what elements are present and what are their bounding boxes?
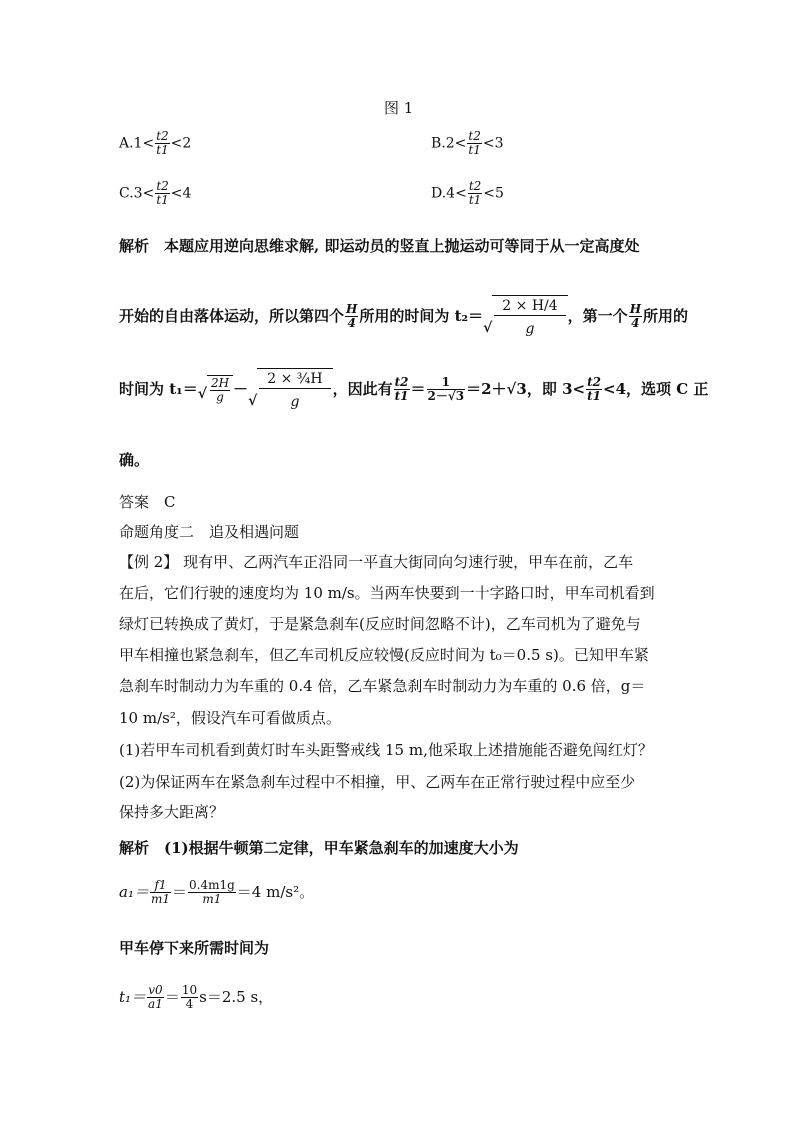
frac-4: 4 [345,316,358,330]
a1-frac2 [188,879,236,906]
a1-equation [119,870,314,914]
value-num: 1 [441,374,450,389]
sqrt2-den: g [210,390,230,404]
option-a-den: t1 [156,143,169,157]
figure-caption: 图 1 [384,99,414,117]
frac-h-2: H [629,301,642,316]
sqrt-2h-g [198,375,233,404]
ratio-fraction [394,376,410,403]
example-line4: 甲车相撞也紧急刹车，但乙车司机反应较慢(反应时间为 t₀＝0.5 s)。已知甲车紧 [119,646,649,664]
sqrt-t2 [483,295,568,338]
analysis1-line3-b: ，因此有 [332,380,393,398]
option-d-num: t2 [468,179,482,193]
a1-frac2-den: m1 [188,892,236,906]
t1-frac1 [147,984,164,1011]
analysis1-line3-c: ＝2＋√3，即 3< [466,380,586,398]
a1-rhs: ＝4 m/s²。 [236,883,315,901]
frac-4-2: 4 [629,316,642,330]
t1-equals: ＝ [164,988,180,1006]
option-d-fraction [468,180,482,207]
ratio-den-2: t1 [587,388,601,403]
sqrt-3h-g [248,368,333,411]
option-b-prefix: B.2< [431,135,467,152]
sqrt1-den: g [494,315,565,338]
a1-frac1-den: m1 [150,891,170,906]
radical-icon: √ [248,392,258,409]
option-a [119,130,191,157]
option-b [431,130,504,157]
a1-frac2-num: 0.4m1g [189,877,235,892]
question-2-line2: 保持多大距离？ [119,803,225,821]
option-b-den: t1 [468,143,481,157]
radical-icon: √ [483,319,493,336]
example-line1: 【例 2】 现有甲、乙两汽车正沿同一平直大街同向匀速行驶，甲车在前，乙车 [119,553,634,571]
ratio-num: t2 [394,374,409,389]
option-d-den: t1 [468,193,482,207]
analysis1-line2-b: 所用的时间为 t₂＝ [359,307,484,325]
answer: 答案 C [119,493,176,511]
frac-h-over-4-b [629,303,642,330]
analysis1-line2 [119,288,688,344]
option-b-num: t2 [468,129,481,143]
example-line6: 10 m/s²，假设汽车可看做质点。 [119,709,341,727]
a1-lhs: a₁＝ [119,883,149,901]
option-c [119,180,191,207]
option-d-suffix: <5 [483,185,504,202]
analysis1-line2-d: 所用的 [643,307,689,325]
sqrt3-den: g [259,388,330,411]
sqrt2-num: 2H [210,375,230,390]
t1-frac2 [181,984,198,1011]
option-c-num: t2 [156,179,169,193]
question-2-line1: (2)为保证两车在紧急刹车过程中不相撞，甲、乙两车在正常行驶过程中应至少 [119,773,636,791]
sqrt3-num: 2 × ¾H [267,370,323,387]
stop-time-line: 甲车停下来所需时间为 [119,939,270,957]
analysis2-line1: 解析 (1)根据牛顿第二定律，甲车紧急刹车的加速度大小为 [119,839,519,857]
t1-lhs: t₁＝ [119,988,147,1006]
option-b-suffix: <3 [482,135,504,152]
frac-h: H [346,301,358,316]
t1-equation [119,975,273,1019]
option-c-suffix: <4 [170,185,192,202]
t1-frac1-den: a1 [148,996,163,1011]
equals-sign: ＝ [410,380,426,398]
radical-icon: √ [197,385,207,402]
option-c-fraction [155,180,169,207]
analysis1-line2-a: 开始的自由落体运动，所以第四个 [119,307,345,325]
a1-equals: ＝ [171,883,187,901]
value-fraction [427,376,466,403]
option-c-prefix: C.3< [119,185,155,202]
option-a-num: t2 [156,129,169,143]
ratio-den: t1 [394,388,409,403]
option-b-fraction [467,130,481,157]
analysis1-line3 [119,356,708,422]
example-line2: 在后，它们行驶的速度均为 10 m/s。当两车快要到一十字路口时，甲车司机看到 [119,584,655,602]
analysis1-line4: 确。 [119,451,150,469]
option-d-prefix: D.4< [431,185,467,202]
a1-frac1 [150,879,171,906]
analysis1-line3-a: 时间为 t₁＝ [119,380,198,398]
t1-frac1-num: v0 [148,982,163,997]
option-a-prefix: A.1< [119,135,155,152]
question-1: (1)若甲车司机看到黄灯时车头距警戒线 15 m,他采取上述措施能否避免闯红灯？ [119,741,653,759]
t1-frac2-den: 4 [181,997,198,1011]
frac-h-over-4-a [345,303,358,330]
sqrt1-num: 2 × H/4 [502,297,558,314]
option-a-suffix: <2 [170,135,192,152]
analysis1-line3-d: <4，选项 C 正 [603,380,709,398]
example-line3: 绿灯已转换成了黄灯，于是紧急刹车(反应时间忽略不计)，乙车司机为了避免与 [119,615,641,633]
minus-sign: － [233,380,249,398]
option-d [431,180,504,207]
t1-rhs: s＝2.5 s， [199,988,274,1006]
section-title: 命题角度二 追及相遇问题 [119,523,300,541]
ratio-fraction-2 [586,376,602,403]
ratio-num-2: t2 [587,374,601,389]
value-den: 2－√3 [427,388,465,403]
a1-frac1-num: f1 [154,877,167,892]
example-line5: 急刹车时制动力为车重的 0.4 倍，乙车紧急刹车时制动力为车重的 0.6 倍，g＝ [119,677,646,695]
option-c-den: t1 [156,193,169,207]
t1-frac2-num: 10 [181,982,198,997]
option-a-fraction [155,130,169,157]
analysis1-line2-c: ，第一个 [567,307,628,325]
analysis1-line1: 解析 本题应用逆向思维求解, 即运动员的竖直上抛运动可等同于从一定高度处 [119,237,640,255]
